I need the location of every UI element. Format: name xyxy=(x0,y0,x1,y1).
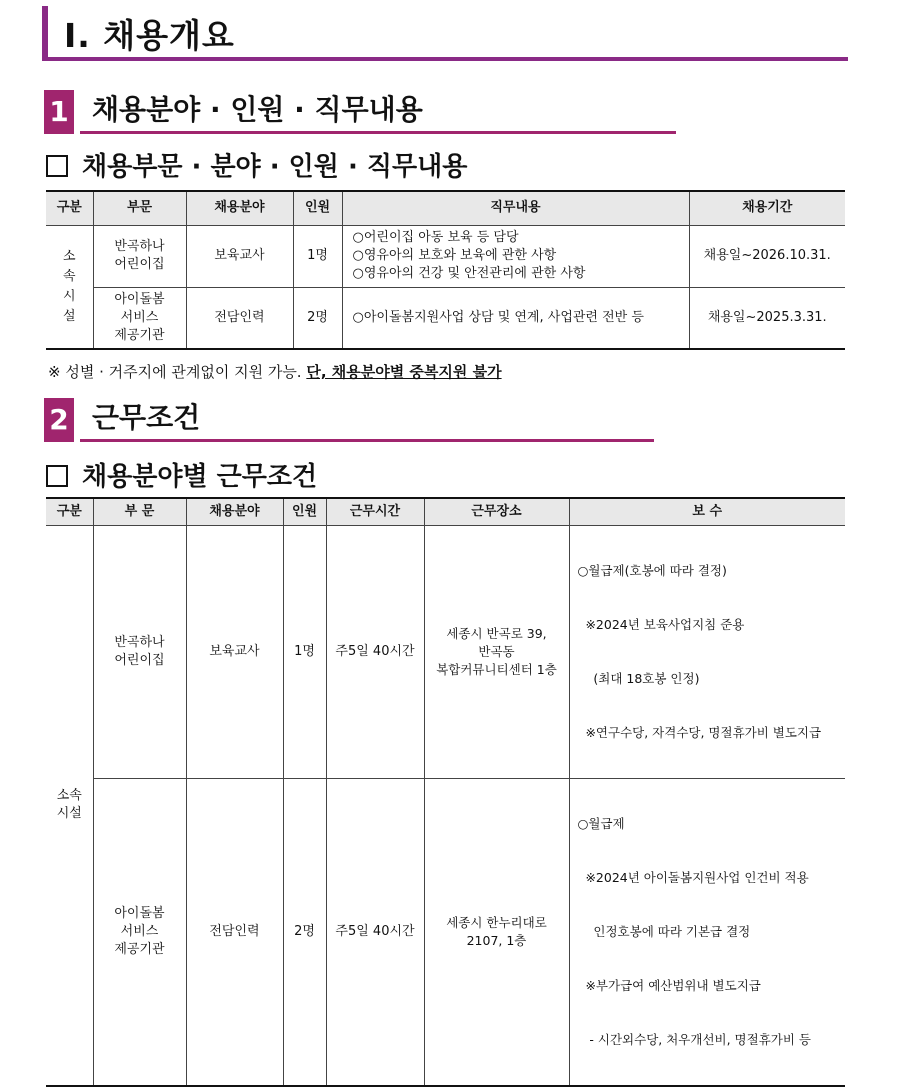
table1-period-cell: 채용일~2026.10.31. xyxy=(689,225,845,287)
checkbox-square-icon xyxy=(46,155,68,177)
section-2-heading xyxy=(44,398,644,450)
table2-header: 부 문 xyxy=(93,498,186,525)
pay-line: ○월급제(호봉에 따라 결정) xyxy=(577,562,727,578)
duty-line: ○아이돌봄지원사업 상담 및 연계, 사업관련 전반 등 xyxy=(352,309,644,325)
table1-dept-cell: 아이돌봄 서비스 제공기관 xyxy=(93,287,186,349)
section-2-number: 2 xyxy=(44,398,74,442)
table1-duties-cell xyxy=(342,287,689,349)
pay-line: - 시간외수당, 처우개선비, 명절휴가비 등 xyxy=(577,1031,811,1047)
table1-field-cell: 보육교사 xyxy=(186,225,293,287)
section-1-title: 채용분야 · 인원 · 직무내용 xyxy=(92,93,423,126)
subheading-2 xyxy=(46,456,317,493)
table2-hours-cell: 주5일 40시간 xyxy=(326,778,424,1086)
table1-period-cell: 채용일~2025.3.31. xyxy=(689,287,845,349)
section-1-number: 1 xyxy=(44,90,74,134)
table1-header: 직무내용 xyxy=(342,191,689,225)
table2-dept-cell: 아이돌봄 서비스 제공기관 xyxy=(93,778,186,1086)
pay-line: ※2024년 아이돌봄지원사업 인건비 적용 xyxy=(577,869,809,885)
table1-header: 인원 xyxy=(293,191,342,225)
table2-header: 보 수 xyxy=(569,498,845,525)
table2-header: 인원 xyxy=(283,498,326,525)
table2-count-cell: 2명 xyxy=(283,778,326,1086)
table1-header: 부문 xyxy=(93,191,186,225)
duty-line: ○어린이집 아동 보육 등 담당 xyxy=(352,230,519,245)
subheading-1 xyxy=(46,146,467,183)
eligibility-note xyxy=(48,361,502,382)
table2-place-cell: 세종시 반곡로 39, 반곡동 복합커뮤니티센터 1층 xyxy=(424,525,569,778)
table2-hours-cell: 주5일 40시간 xyxy=(326,525,424,778)
table2-header: 채용분야 xyxy=(186,498,283,525)
note-emphasis: 단, 채용분야별 중복지원 불가 xyxy=(306,363,502,381)
title-accent-bar xyxy=(42,6,48,58)
table2-field-cell: 보육교사 xyxy=(186,525,283,778)
subheading-2-text: 채용분야별 근무조건 xyxy=(82,462,318,492)
table2-header: 근무장소 xyxy=(424,498,569,525)
duty-line: ○영유아의 건강 및 안전관리에 관한 사항 xyxy=(352,266,586,281)
pay-line: 인정호봉에 따라 기본급 결정 xyxy=(577,923,751,939)
table2-pay-cell xyxy=(569,525,845,778)
pay-line: ※부가급여 예산범위내 별도지급 xyxy=(577,977,761,993)
table2-header: 근무시간 xyxy=(326,498,424,525)
recruitment-table xyxy=(46,190,845,350)
table1-duties-cell xyxy=(342,225,689,287)
table2-dept-cell: 반곡하나 어린이집 xyxy=(93,525,186,778)
section-2-underline xyxy=(80,439,654,442)
subheading-1-text: 채용부문 · 분야 · 인원 · 직무내용 xyxy=(82,152,468,182)
table1-field-cell: 전담인력 xyxy=(186,287,293,349)
pay-line: ○월급제 xyxy=(577,815,625,831)
section-2-title: 근무조건 xyxy=(92,401,201,434)
table2-count-cell: 1명 xyxy=(283,525,326,778)
main-title-text: Ⅰ. 채용개요 xyxy=(64,16,235,55)
table1-header: 구분 xyxy=(46,191,93,225)
section-1-heading xyxy=(44,90,644,142)
pay-line: ※2024년 보육사업지침 준용 xyxy=(577,616,745,632)
table2-pay-cell xyxy=(569,778,845,1086)
table2-field-cell: 전담인력 xyxy=(186,778,283,1086)
checkbox-square-icon xyxy=(46,465,68,487)
table1-dept-cell: 반곡하나 어린이집 xyxy=(93,225,186,287)
duty-line: ○영유아의 보호와 보육에 관한 사항 xyxy=(352,248,557,263)
note-text: ※ 성별 · 거주지에 관계없이 지원 가능. xyxy=(48,363,307,381)
pay-line: (최대 18호봉 인정) xyxy=(577,670,700,686)
table2-place-cell: 세종시 한누리대로 2107, 1층 xyxy=(424,778,569,1086)
work-conditions-table xyxy=(46,497,845,1087)
pay-line: ※연구수당, 자격수당, 명절휴가비 별도지급 xyxy=(577,724,822,740)
table1-header: 채용기간 xyxy=(689,191,845,225)
section-1-underline xyxy=(80,131,676,134)
table1-count-cell: 2명 xyxy=(293,287,342,349)
table1-count-cell: 1명 xyxy=(293,225,342,287)
table1-header: 채용분야 xyxy=(186,191,293,225)
table1-group-cell: 소 속 시 설 xyxy=(46,225,93,349)
table2-header: 구분 xyxy=(46,498,93,525)
title-underline xyxy=(42,57,848,61)
table2-group-cell: 소속 시설 xyxy=(46,525,93,1086)
main-title xyxy=(42,6,848,58)
